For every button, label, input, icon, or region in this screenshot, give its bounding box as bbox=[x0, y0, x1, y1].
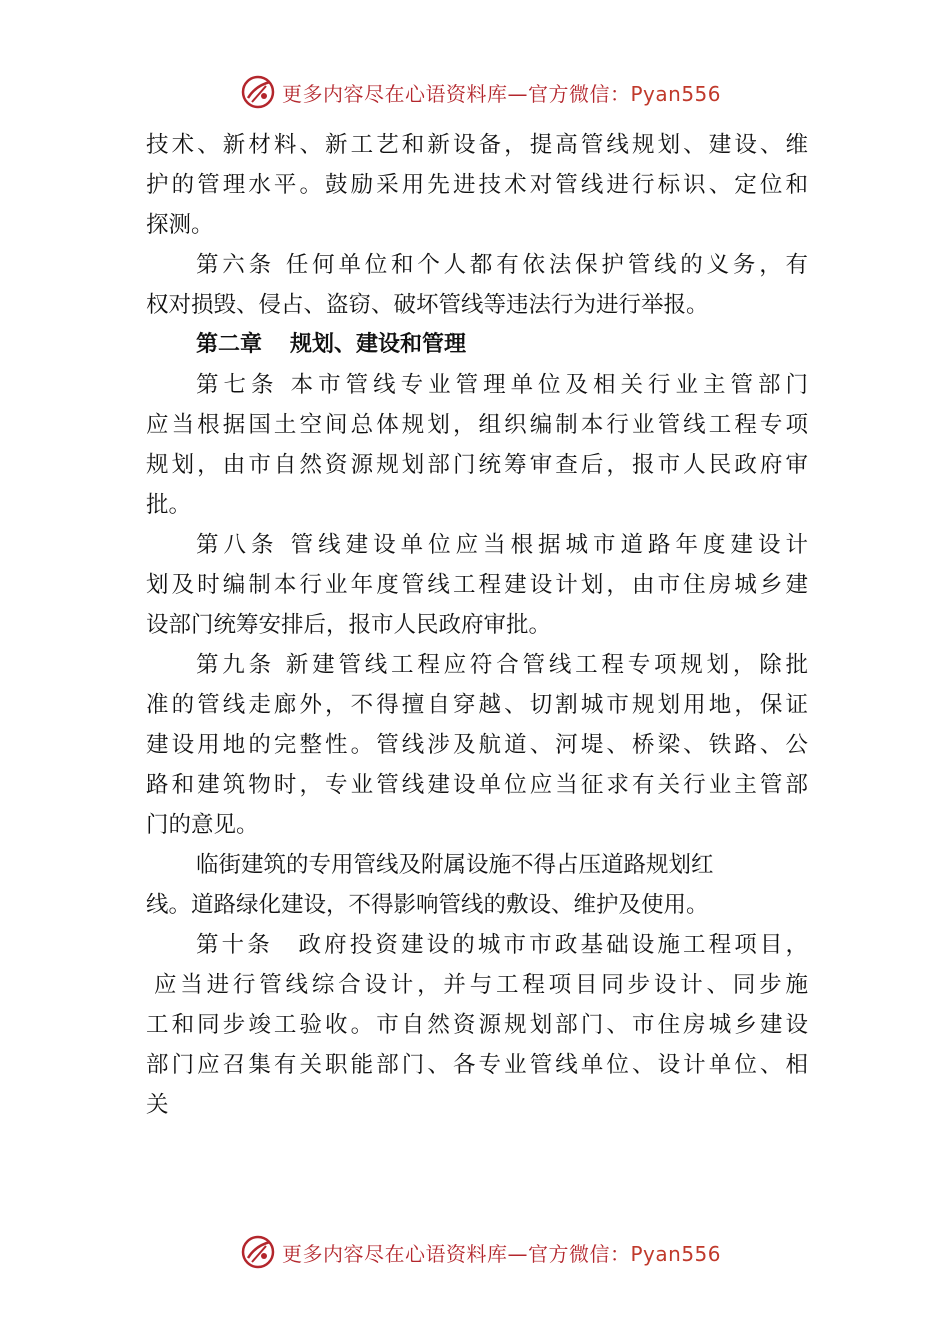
article-6-start: 第六条 任何单位和个人都有依法保护管线的义务，有 bbox=[196, 252, 808, 278]
text-line: 部门应召集有关职能部门、各专业管线单位、设计单位、相 bbox=[146, 1052, 808, 1078]
watermark-banner-top bbox=[240, 72, 740, 112]
text-line: 应当根据国土空间总体规划，组织编制本行业管线工程专项 bbox=[146, 412, 808, 438]
text-line: 探测。 bbox=[146, 212, 214, 238]
text-line: 线。道路绿化建设，不得影响管线的敷设、维护及使用。 bbox=[146, 892, 709, 918]
text-line: 门的意见。 bbox=[146, 812, 259, 838]
article-7-start: 第七条 本市管线专业管理单位及相关行业主管部门 bbox=[196, 372, 808, 398]
article-9-start: 第九条 新建管线工程应符合管线工程专项规划，除批 bbox=[196, 652, 808, 678]
text-line: 规划，由市自然资源规划部门统筹审查后，报市人民政府审 bbox=[146, 452, 808, 478]
text-line: 准的管线走廊外，不得擅自穿越、切割城市规划用地，保证 bbox=[146, 692, 808, 718]
text-line: 技术、新材料、新工艺和新设备，提高管线规划、建设、维 bbox=[146, 132, 808, 158]
watermark-logo-icon bbox=[240, 74, 276, 110]
document-body bbox=[146, 125, 808, 1125]
text-line: 设部门统筹安排后，报市人民政府审批。 bbox=[146, 612, 552, 638]
text-line: 批。 bbox=[146, 492, 192, 518]
text-line: 划及时编制本行业年度管线工程建设计划，由市住房城乡建 bbox=[146, 572, 808, 598]
text-line: 权对损毁、侵占、盗窃、破坏管线等违法行为进行举报。 bbox=[146, 292, 709, 318]
paragraph-start: 临街建筑的专用管线及附属设施不得占压道路规划红 bbox=[196, 852, 714, 878]
chapter-title: 规划、建设和管理 bbox=[290, 332, 467, 357]
text-line: 路和建筑物时，专业管线建设单位应当征求有关行业主管部 bbox=[146, 772, 808, 798]
text-line: 关 bbox=[146, 1092, 169, 1118]
watermark-banner-bottom bbox=[240, 1232, 740, 1272]
chapter-number: 第二章 bbox=[196, 332, 263, 357]
text-line: 护的管理水平。鼓励采用先进技术对管线进行标识、定位和 bbox=[146, 172, 808, 198]
text-line: 应当进行管线综合设计，并与工程项目同步设计、同步施 bbox=[154, 972, 808, 998]
text-line: 工和同步竣工验收。市自然资源规划部门、市住房城乡建设 bbox=[146, 1012, 808, 1038]
article-8-start: 第八条 管线建设单位应当根据城市道路年度建设计 bbox=[196, 532, 808, 558]
watermark-logo-icon bbox=[240, 1234, 276, 1270]
watermark-text: 更多内容尽在心语资料库—官方微信：Pyan556 bbox=[282, 81, 722, 106]
watermark-text: 更多内容尽在心语资料库—官方微信：Pyan556 bbox=[282, 1241, 722, 1266]
chapter-heading bbox=[146, 325, 808, 365]
text-line: 建设用地的完整性。管线涉及航道、河堤、桥梁、铁路、公 bbox=[146, 732, 808, 758]
article-10-start: 第十条 政府投资建设的城市市政基础设施工程项目， bbox=[196, 932, 808, 958]
